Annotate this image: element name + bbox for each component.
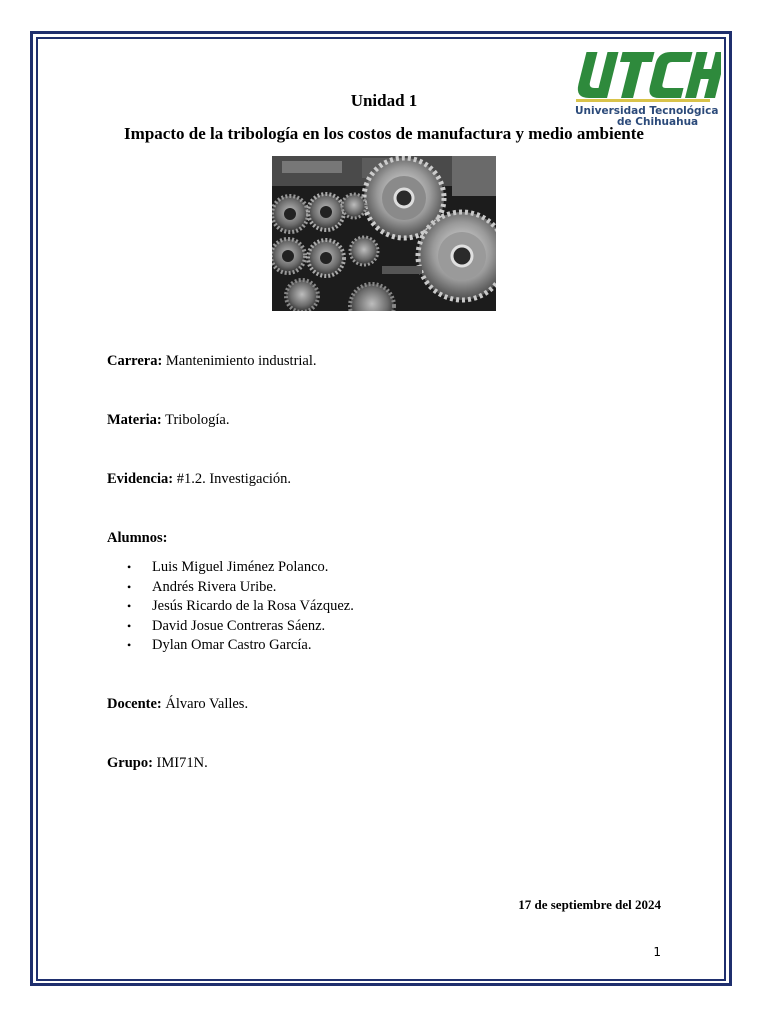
field-evidencia-value: #1.2. Investigación. xyxy=(176,471,292,487)
field-materia-value: Tribología. xyxy=(165,412,230,428)
field-docente xyxy=(107,696,248,713)
student-name: Jesús Ricardo de la Rosa Vázquez. xyxy=(152,598,354,614)
list-item xyxy=(107,597,354,617)
student-name: Dylan Omar Castro García. xyxy=(152,637,312,653)
field-evidencia xyxy=(107,471,291,488)
utch-logo xyxy=(573,50,723,130)
field-docente-value: Álvaro Valles. xyxy=(165,696,249,712)
logo-university-city: de Chihuahua xyxy=(617,116,699,128)
field-materia xyxy=(107,412,229,429)
field-carrera xyxy=(107,353,317,370)
list-item xyxy=(107,617,354,637)
field-grupo-value: IMI71N. xyxy=(156,755,208,771)
student-name: Andrés Rivera Uribe. xyxy=(152,578,277,595)
field-docente-label: Docente: xyxy=(107,696,162,712)
list-item xyxy=(107,578,354,598)
bullet-icon: • xyxy=(127,560,132,574)
field-grupo-label: Grupo: xyxy=(107,755,153,771)
field-alumnos xyxy=(107,530,167,547)
field-alumnos-label: Alumnos: xyxy=(107,530,168,546)
bullet-icon: • xyxy=(127,618,132,633)
bullet-icon: • xyxy=(127,579,132,594)
field-evidencia-label: Evidencia: xyxy=(107,471,174,487)
bullet-icon: • xyxy=(127,638,132,652)
field-carrera-value: Mantenimiento industrial. xyxy=(165,353,317,369)
gears-illustration xyxy=(272,156,496,311)
field-materia-label: Materia: xyxy=(107,412,162,428)
document-unit: Unidad 1 xyxy=(350,91,418,110)
document-date: 17 de septiembre del 2024 xyxy=(518,897,661,912)
field-grupo xyxy=(107,755,208,772)
bullet-icon: • xyxy=(127,599,132,613)
students-list xyxy=(107,558,354,656)
gears-photo xyxy=(272,156,496,311)
student-name: David Josue Contreras Sáenz. xyxy=(152,617,326,634)
page-number: 1 xyxy=(653,945,661,959)
student-name: Luis Miguel Jiménez Polanco. xyxy=(152,559,329,575)
logo-university-name: Universidad Tecnológica xyxy=(575,105,719,117)
list-item xyxy=(107,558,354,578)
field-carrera-label: Carrera: xyxy=(107,353,163,369)
document-title: Impacto de la tribología en los costos de manufactura y medio ambiente xyxy=(124,124,644,143)
list-item xyxy=(107,636,354,656)
